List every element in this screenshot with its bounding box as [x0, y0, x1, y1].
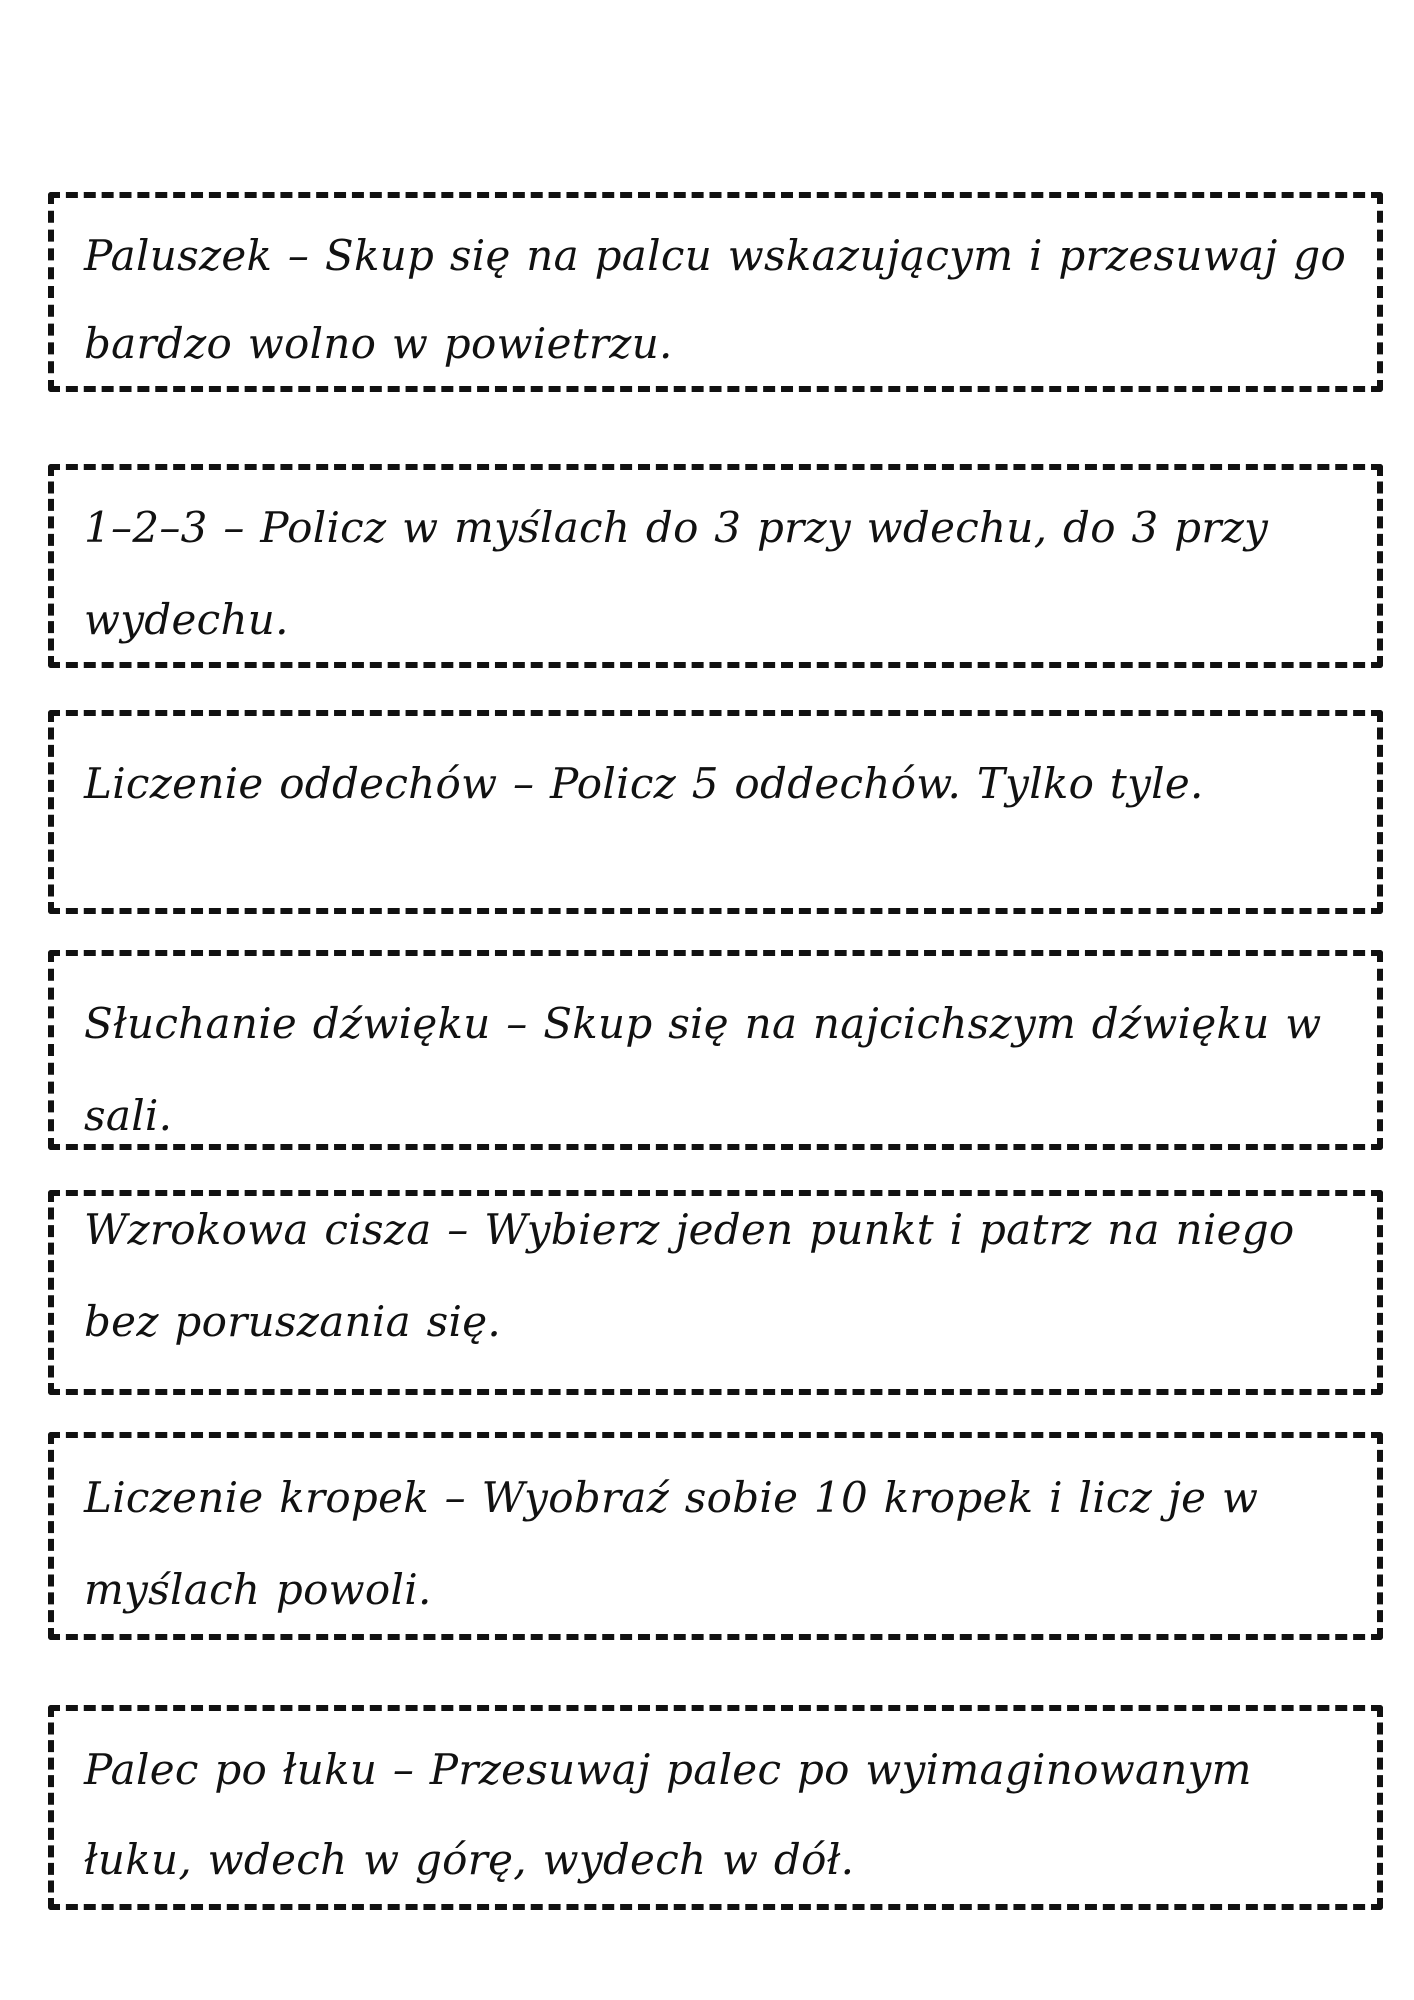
card-text: Liczenie kropek – Wyobraź sobie 10 kropek i licz je w myślach powoli. — [84, 1473, 1259, 1614]
card-paluszek — [48, 192, 1383, 392]
card-1-2-3 — [48, 464, 1383, 668]
card-text: Palec po łuku – Przesuwaj palec po wyimaginowanym łuku, wdech w górę, wydech w dół. — [84, 1745, 1252, 1884]
card-palec-po-luku — [48, 1705, 1383, 1910]
card-wzrokowa-cisza — [48, 1190, 1383, 1395]
card-text: Wzrokowa cisza – Wybierz jeden punkt i patrz na niego bez poruszania się. — [84, 1205, 1295, 1346]
card-text: Liczenie oddechów – Policz 5 oddechów. Tylko tyle. — [84, 759, 1204, 808]
card-text: Paluszek – Skup się na palcu wskazującym i przesuwaj go bardzo wolno w powietrzu. — [84, 231, 1347, 368]
card-text: 1–2–3 – Policz w myślach do 3 przy wdechu, do 3 przy wydechu. — [84, 503, 1269, 644]
card-sluchanie-dzwieku — [48, 950, 1383, 1150]
card-liczenie-oddechow — [48, 710, 1383, 914]
card-text: Słuchanie dźwięku – Skup się na najcichszym dźwięku w sali. — [84, 999, 1322, 1140]
card-liczenie-kropek — [48, 1432, 1383, 1640]
